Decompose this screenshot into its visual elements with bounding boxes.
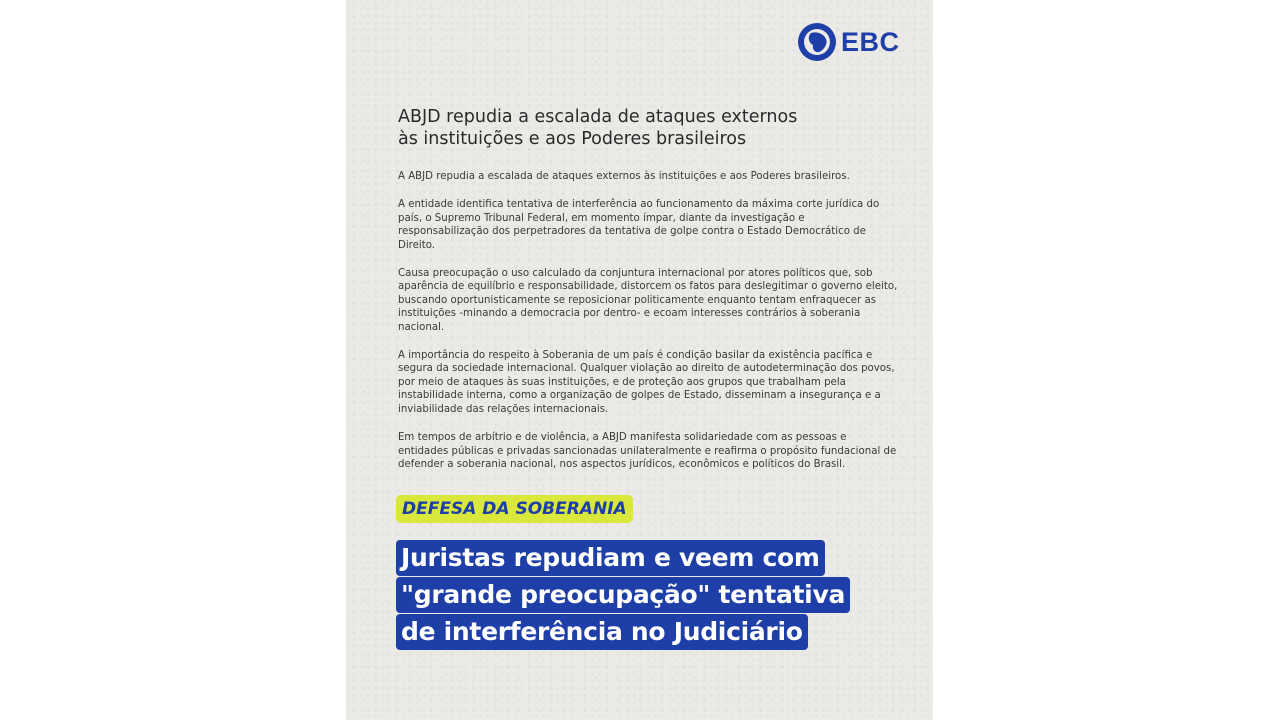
- paragraph: A importância do respeito à Soberania de um país é condição basilar da existência pacífica e segura da sociedade internacional. Qualquer violação ao direito de autodeterminação dos povos, por meio de ataques às suas instituições, e de proteção aos grupos que trabalham pela instabilidade interna, como a organização de golpes de Estado, disseminam a insegurança e a inviabilidade das relações internacionais.: [398, 350, 895, 415]
- headline-line: de interferência no Judiciário: [396, 614, 808, 650]
- document-title-line: ABJD repudia a escalada de ataques externos: [398, 107, 798, 127]
- document-title: [398, 106, 868, 150]
- paragraph: Causa preocupação o uso calculado da conjuntura internacional por atores políticos que, sob aparência de equilíbrio e responsabilidade, distorcem os fatos para deslegitimar o governo eleito, buscando oportunisticamente se reposicionar politicamente enquanto tentam enfraquecer as instituições -minando a democracia por dentro- e ecoam interesses contrários à soberania nacional.: [398, 268, 898, 333]
- news-card: [346, 0, 933, 720]
- headline: [396, 540, 926, 651]
- document-body: [398, 170, 898, 486]
- paragraph: A ABJD repudia a escalada de ataques externos às instituições e aos Poderes brasileiros.: [398, 171, 850, 182]
- headline-line: "grande preocupação" tentativa: [396, 577, 850, 613]
- paragraph: Em tempos de arbítrio e de violência, a ABJD manifesta solidariedade com as pessoas e entidades públicas e privadas sancionadas unilateralmente e reafirma o propósito fundacional de defender a soberania nacional, nos aspectos jurídicos, econômicos e políticos do Brasil.: [398, 432, 897, 470]
- ebc-brazil-map-icon: [797, 22, 837, 62]
- paragraph: A entidade identifica tentativa de interferência ao funcionamento da máxima corte jurídica do país, o Supremo Tribunal Federal, em momento ímpar, diante da investigação e responsabilização dos perpetradores da tentativa de golpe contra o Estado Democrático de Direito.: [398, 199, 880, 251]
- section-kicker: DEFESA DA SOBERANIA: [396, 495, 633, 523]
- headline-line: Juristas repudiam e veem com: [396, 540, 825, 576]
- document-title-line: às instituições e aos Poderes brasileiros: [398, 129, 747, 149]
- ebc-logo: [797, 22, 900, 62]
- logo-text: EBC: [841, 26, 900, 57]
